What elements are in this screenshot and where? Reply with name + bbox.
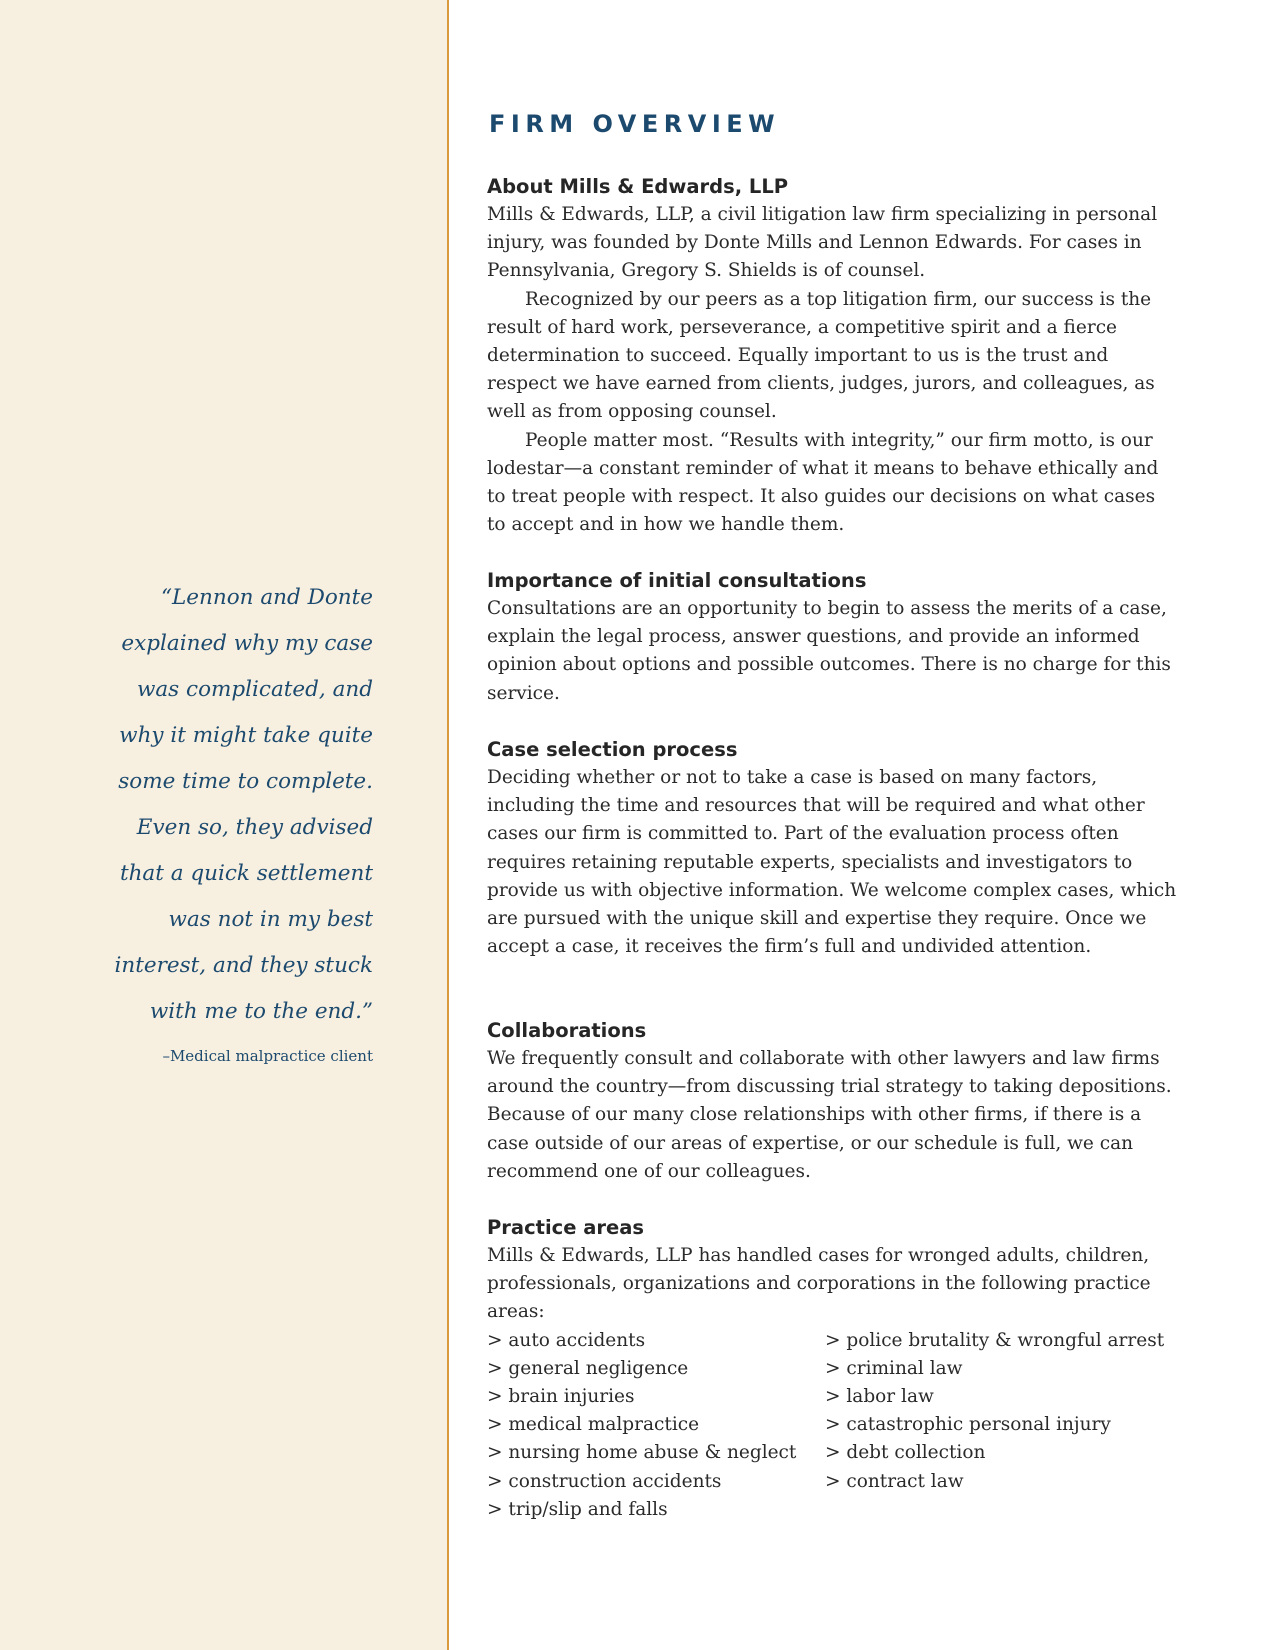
quote-line: interest, and they stuck (114, 953, 373, 978)
practice-areas-section (487, 1214, 1177, 1524)
about-heading: About Mills & Edwards, LLP (487, 175, 789, 198)
practice-areas-column-2 (825, 1327, 1164, 1524)
practice-area-item: > trip/slip and falls (487, 1498, 668, 1520)
practice-areas-intro: Mills & Edwards, LLP has handled cases for wronged adults, children, professionals, organizations and corporations in the following practice areas: (487, 1245, 1151, 1323)
quote-line: explained why my case (121, 631, 373, 656)
collaborations-section (487, 1017, 1177, 1186)
case-selection-heading: Case selection process (487, 738, 738, 761)
quote-line: that a quick settlement (119, 861, 373, 886)
practice-area-item: > nursing home abuse & neglect (487, 1442, 797, 1464)
about-paragraph: Recognized by our peers as a top litigation firm, our success is the result of hard work, perseverance, a competitive spirit and a fierce determination to succeed. Equally important to us is the trust and respect we have earned from clients, judges, jurors, and colleagues, as well as from opposing counsel. (487, 288, 1155, 423)
quote-line: Even so, they advised (136, 815, 373, 840)
practice-area-item: > debt collection (825, 1442, 986, 1464)
practice-area-item: > labor law (825, 1386, 934, 1408)
practice-area-item: > construction accidents (487, 1470, 722, 1492)
quote-line: why it might take quite (119, 723, 373, 748)
quote-line: was not in my best (168, 907, 373, 932)
quote-line: was complicated, and (136, 677, 373, 702)
page-title: FIRM OVERVIEW (489, 110, 781, 138)
case-selection-section (487, 736, 1177, 961)
quote-line: with me to the end.” (149, 999, 373, 1024)
about-paragraph: People matter most. “Results with integrity,” our firm motto, is our lodestar—a constant reminder of what it means to behave ethically and to treat people with respect. It also guides our decisions on what cases to accept and in how we handle them. (487, 429, 1159, 536)
practice-area-item: > auto accidents (487, 1329, 646, 1351)
client-quote (73, 575, 373, 1035)
consultations-text: Consultations are an opportunity to begin to assess the merits of a case, explain the legal process, answer questions, and provide an informed opinion about options and possible outcomes. There is no charge for this service. (487, 598, 1171, 704)
quote-attribution: –Medical malpractice client (162, 1047, 373, 1065)
practice-area-item: > brain injuries (487, 1386, 635, 1408)
practice-area-item: > contract law (825, 1470, 964, 1492)
quote-line: “Lennon and Donte (161, 585, 373, 610)
collaborations-heading: Collaborations (487, 1019, 647, 1042)
practice-area-item: > general negligence (487, 1357, 689, 1379)
about-section (487, 173, 1177, 539)
practice-areas-lists (487, 1327, 1177, 1524)
practice-areas-heading: Practice areas (487, 1216, 644, 1239)
quote-line: some time to complete. (118, 769, 373, 794)
practice-area-item: > criminal law (825, 1357, 963, 1379)
consultations-section (487, 567, 1177, 708)
practice-area-item: > medical malpractice (487, 1414, 700, 1436)
practice-area-item: > police brutality & wrongful arrest (825, 1329, 1165, 1351)
collaborations-text: We frequently consult and collaborate with other lawyers and law firms around the country—from discussing trial strategy to taking depositions. Because of our many close relationships with other firms, if there is a case outside of our areas of expertise, or our schedule is full, we can recommend one of our colleagues. (487, 1048, 1172, 1182)
case-selection-text: Deciding whether or not to take a case is based on many factors, including the time and resources that will be required and what other cases our firm is committed to. Part of the evaluation process often requires retaining reputable experts, specialists and investigators to provide us with objective information. We welcome complex cases, which are pursued with the unique skill and expertise they require. Once we accept a case, it receives the firm’s full and undivided attention. (487, 767, 1177, 958)
consultations-heading: Importance of initial consultations (487, 569, 867, 592)
practice-areas-column-1 (487, 1327, 825, 1524)
sidebar-panel (0, 0, 449, 1650)
about-paragraph: Mills & Edwards, LLP, a civil litigation law firm specializing in personal injury, was founded by Donte Mills and Lennon Edwards. For cases in Pennsylvania, Gregory S. Shields is of counsel. (487, 204, 1158, 282)
practice-area-item: > catastrophic personal injury (825, 1414, 1111, 1436)
